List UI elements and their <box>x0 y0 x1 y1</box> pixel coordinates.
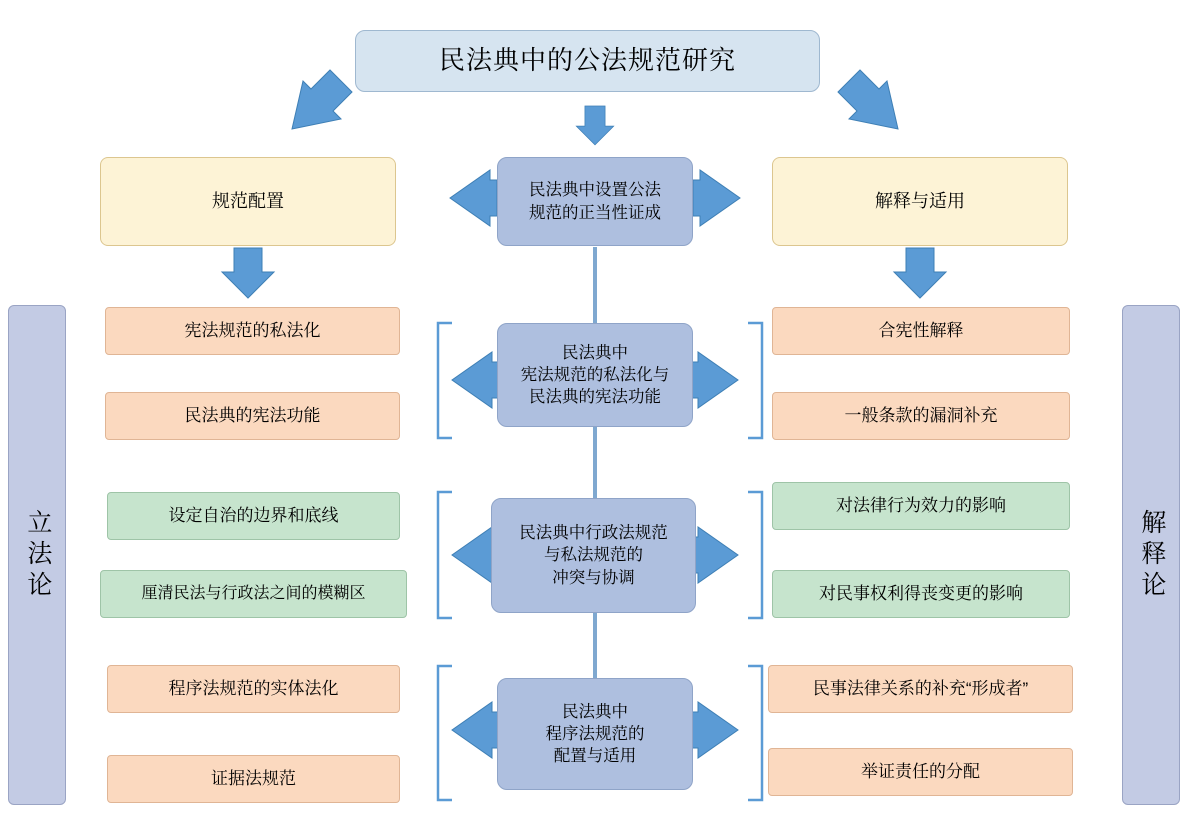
center-node-3-line-2: 与私法规范的 <box>544 546 643 565</box>
arrow-right-col-down <box>894 248 946 298</box>
center-node-2-line-1: 民法典中 <box>562 343 628 362</box>
left-item-6: 证据法规范 <box>107 755 400 803</box>
bracket-left-1 <box>438 323 452 438</box>
left-item-4: 厘清民法与行政法之间的模糊区 <box>100 570 407 618</box>
column-header-left: 规范配置 <box>100 157 396 246</box>
center-node-4-line-3: 配置与适用 <box>553 747 637 766</box>
center-node-2 <box>497 323 693 427</box>
center-node-1 <box>497 157 693 246</box>
right-item-2: 一般条款的漏洞补充 <box>772 392 1070 440</box>
right-item-5: 民事法律关系的补充“形成者” <box>768 665 1073 713</box>
arrow-center4-right <box>691 702 738 758</box>
arrow-center1-left <box>450 170 497 226</box>
arrow-center3-right <box>691 527 738 583</box>
right-item-1: 合宪性解释 <box>772 307 1070 355</box>
arrow-center1-right <box>693 170 740 226</box>
center-node-1-line-1: 民法典中设置公法 <box>529 181 661 200</box>
center-node-4 <box>497 678 693 790</box>
arrow-center2-right <box>691 352 738 408</box>
diagram-title: 民法典中的公法规范研究 <box>355 30 820 92</box>
arrow-left-col-down <box>222 248 274 298</box>
arrow-center4-left <box>452 702 499 758</box>
center-node-2-line-3: 民法典的宪法功能 <box>529 388 661 407</box>
center-node-3-line-1: 民法典中行政法规范 <box>519 524 668 543</box>
left-item-1: 宪法规范的私法化 <box>105 307 400 355</box>
column-header-right: 解释与适用 <box>772 157 1068 246</box>
left-item-3: 设定自治的边界和底线 <box>107 492 400 540</box>
arrow-title-to-right <box>838 70 898 129</box>
center-node-3-line-3: 冲突与协调 <box>552 568 635 587</box>
right-item-6: 举证责任的分配 <box>768 748 1073 796</box>
right-item-3: 对法律行为效力的影响 <box>772 482 1070 530</box>
arrow-title-to-center <box>576 106 613 145</box>
bracket-right-3 <box>748 666 762 800</box>
bracket-left-2 <box>438 492 452 618</box>
center-node-3 <box>491 498 696 613</box>
center-node-1-line-2: 规范的正当性证成 <box>529 203 661 222</box>
center-node-4-line-2: 程序法规范的 <box>545 724 645 743</box>
rail-left-legislative: 立法论 <box>8 305 66 805</box>
right-item-4: 对民事权利得丧变更的影响 <box>772 570 1070 618</box>
center-node-4-line-1: 民法典中 <box>562 702 628 721</box>
arrow-center2-left <box>452 352 499 408</box>
rail-right-interpretive: 解释论 <box>1122 305 1180 805</box>
arrow-title-to-left <box>292 70 352 129</box>
center-node-2-line-2: 宪法规范的私法化与 <box>520 365 670 384</box>
left-item-2: 民法典的宪法功能 <box>105 392 400 440</box>
bracket-right-1 <box>748 323 762 438</box>
bracket-right-2 <box>748 492 762 618</box>
left-item-5: 程序法规范的实体法化 <box>107 665 400 713</box>
bracket-left-3 <box>438 666 452 800</box>
